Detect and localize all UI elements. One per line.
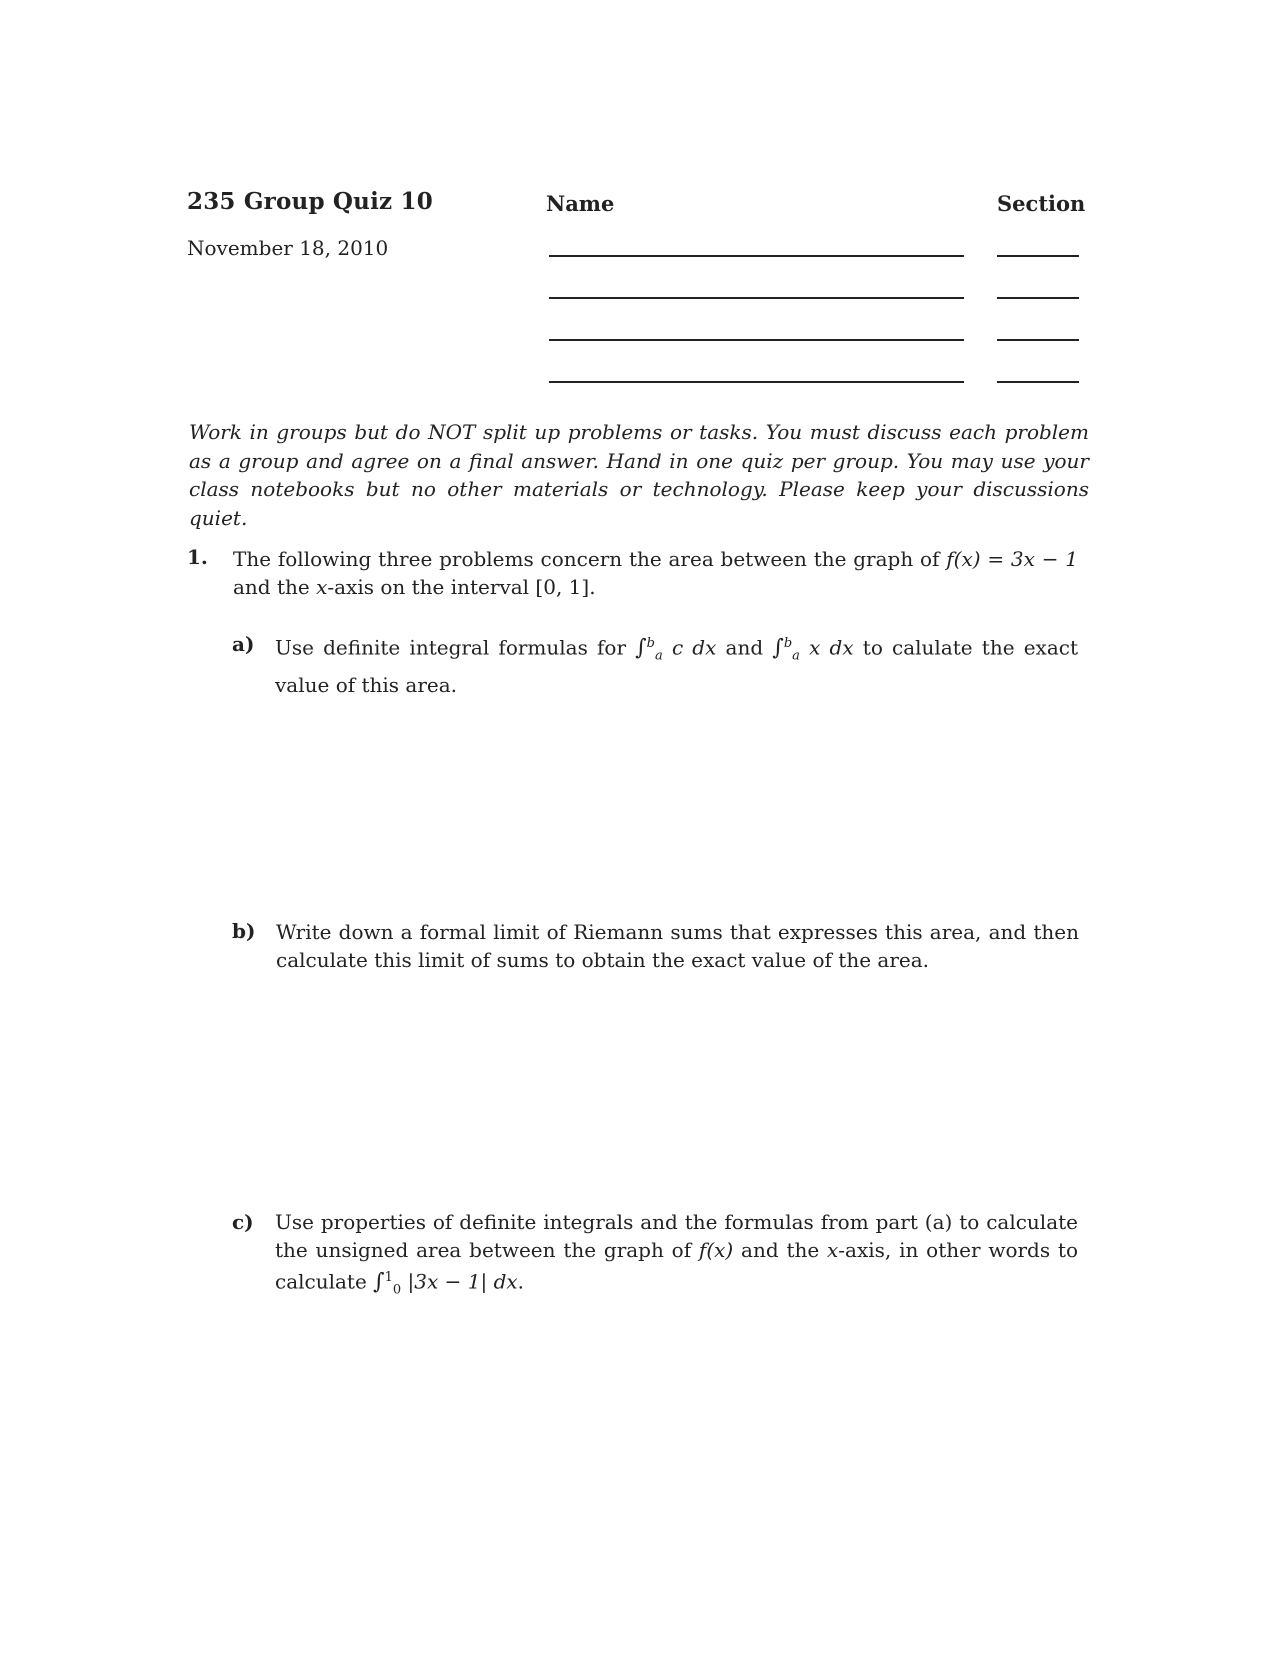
section-line-1[interactable] [997, 255, 1079, 257]
name-line-4[interactable] [549, 381, 964, 383]
quiz-title: 235 Group Quiz 10 [187, 188, 433, 215]
part-c-text: Use properties of definite integrals and the formulas from part (a) to calculate the unsigned area between the graph of f(x) and the x-axis, in other words to calculate ∫$^1_0$ |3x − 1| dx. [275, 1210, 1079, 1298]
part-c-label: c) [232, 1210, 254, 1234]
problem-number: 1. [187, 545, 208, 569]
name-line-3[interactable] [549, 339, 964, 341]
interval: [0, 1] [535, 575, 590, 599]
name-label: Name [546, 191, 615, 216]
problem-intro: The following three problems concern the area between the graph of f(x) = 3x − 1 and the x-axis on the interval [0, 1]. [233, 547, 1078, 599]
part-a-text: Use definite integral formulas for ∫$^b_a$ c dx and ∫$^b_a$ x dx to calulate the exact value of this area. [275, 635, 1078, 697]
section-label: Section [997, 191, 1086, 216]
section-line-3[interactable] [997, 339, 1079, 341]
quiz-date: November 18, 2010 [187, 236, 389, 260]
part-a-label: a) [232, 632, 255, 656]
instructions: Work in groups but do NOT split up problems or tasks. You must discuss each problem as a group and agree on a final answer. Hand in one quiz per group. You may use your class notebooks but no other materials or technology. Please keep your discussions quiet. [189, 420, 1089, 530]
name-line-2[interactable] [549, 297, 964, 299]
section-line-2[interactable] [997, 297, 1079, 299]
section-line-4[interactable] [997, 381, 1079, 383]
name-line-1[interactable] [549, 255, 964, 257]
function-expression: f(x) = 3x − 1 [946, 547, 1078, 571]
part-b-text: Write down a formal limit of Riemann sums that expresses this area, and then calculate this limit of sums to obtain the exact value of the area. [276, 920, 1079, 972]
part-b-label: b) [232, 919, 256, 943]
